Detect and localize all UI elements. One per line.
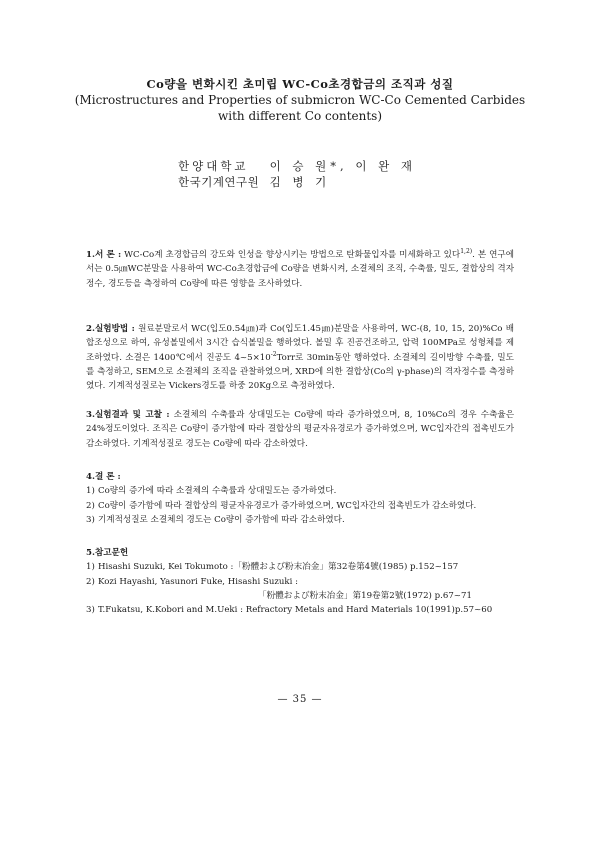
korean-title: Co량을 변화시킨 초미립 WC-Co초경합금의 조직과 성질 <box>146 77 454 91</box>
reference-number: 2) <box>86 576 95 587</box>
section-text: 원료분말로서 WC(입도0.54㎛)과 Co(입도1.45㎛)분말을 사용하여, WC-(8, 10, 15, 20)%Co 배합조성으로 하여, 유성볼밀에서 3시간 습식볼밀을 행하였다. 볼밀 후 진공건조하고, 압력 100MPa로 성형체를 제조하였다. 소결은 1400℃에서 진공도 4~5×10 <box>86 324 514 363</box>
reference-text: Hisashi Suzuki, Kei Tokumoto :「粉體および粉末冶金」第32卷第4號(1985) p.152~157 <box>98 562 459 573</box>
section-heading: 2.실험방법 : <box>86 324 135 334</box>
reference-text: T.Fukatsu, K.Kobori and M.Ueki : Refractory Metals and Hard Materials 10(1991)p.57~60 <box>98 605 493 616</box>
section-heading: 4.결 론 : <box>86 472 121 482</box>
citation-superscript: 1,2) <box>460 248 473 256</box>
list-item <box>86 484 514 498</box>
reference-number: 1) <box>86 562 95 573</box>
section-text: WC-Co계 초경합금의 강도와 인성을 향상시키는 방법으로 탄화물입자를 미세화하고 있다 <box>121 250 461 260</box>
reference-text: Kozi Hayashi, Yasunori Fuke, Hisashi Suzuki : <box>98 576 299 587</box>
list-text: Co량이 증가함에 따라 결합상의 평균자유경로가 증가하였으며, WC입자간의 접촉빈도가 감소하였다. <box>98 500 477 511</box>
section-methods <box>86 322 514 393</box>
exponent-superscript: -2 <box>270 350 277 358</box>
reference-number: 3) <box>86 605 95 616</box>
english-title-line2: with different Co contents) <box>217 109 383 123</box>
english-title-line1: (Microstructures and Properties of submicron WC-Co Cemented Carbides <box>74 93 526 107</box>
list-text: Co량의 증가에 따라 소결체의 수축률과 상대밀도는 증가하였다. <box>98 486 337 497</box>
author-names: 김 병 기 <box>269 175 331 189</box>
section-introduction <box>86 248 514 291</box>
author-names: 이 승 원*, 이 완 재 <box>269 159 416 173</box>
list-number: 1) <box>86 486 95 497</box>
author-row <box>178 174 416 190</box>
list-item <box>86 499 514 513</box>
reference-item <box>86 575 514 589</box>
list-text: 기계적성질로 소결체의 경도는 Co량이 증가함에 따라 감소하였다. <box>98 514 345 525</box>
list-number: 2) <box>86 500 95 511</box>
reference-continuation: 「粉體および粉末冶金」第19卷第2號(1972) p.67~71 <box>258 590 472 601</box>
section-text: Torr로 30min동안 행하였다. 소결체의 길이방향 수축률, 밀도를 측정하고, SEM으로 소결체의 조직을 관찰하였으며, XRD에 의한 결합상(Co의 γ-phase)의 격자정수를 측정하였다. 기계적성질로는 Vickers경도를 하중 20Kg으로 측정하였다. <box>86 352 514 392</box>
list-number: 3) <box>86 514 95 525</box>
section-text: . 본 연구에서는 0.5㎛WC분말을 사용하여 WC-Co초경합금에 Co량을 변화시켜, 소결체의 조직, 수축률, 밀도, 결합상의 격자정수, 경도등을 측정하여 Co량에 따른 영향을 조사하였다. <box>86 250 514 289</box>
section-conclusion <box>86 470 514 527</box>
section-heading: 1.서 론 : <box>86 250 122 260</box>
section-heading: 3.실험결과 및 고찰 : <box>86 410 170 420</box>
author-block <box>178 158 416 190</box>
reference-item <box>86 560 514 574</box>
affiliation: 한국기계연구원 <box>178 175 260 189</box>
english-title <box>60 92 540 124</box>
page-number: — 35 — <box>277 694 323 705</box>
affiliation: 한양대학교 <box>178 159 249 173</box>
list-item <box>86 513 514 527</box>
author-row <box>178 158 416 174</box>
section-heading: 5.참고문헌 <box>86 548 129 558</box>
section-results <box>86 408 514 451</box>
section-text: 소결체의 수축률과 상대밀도는 Co량에 따라 증가하였으며, 8, 10%Co의 경우 수축율은 24%정도이었다. 조직은 Co량이 증가함에 따라 결합상의 평균자유경로가 증가하였으며, WC입자간의 접촉빈도가 감소하였다. 기계적성질로 경도는 Co량에 따라 감소하였다. <box>86 410 514 449</box>
reference-item <box>86 603 514 617</box>
section-references <box>86 546 514 617</box>
